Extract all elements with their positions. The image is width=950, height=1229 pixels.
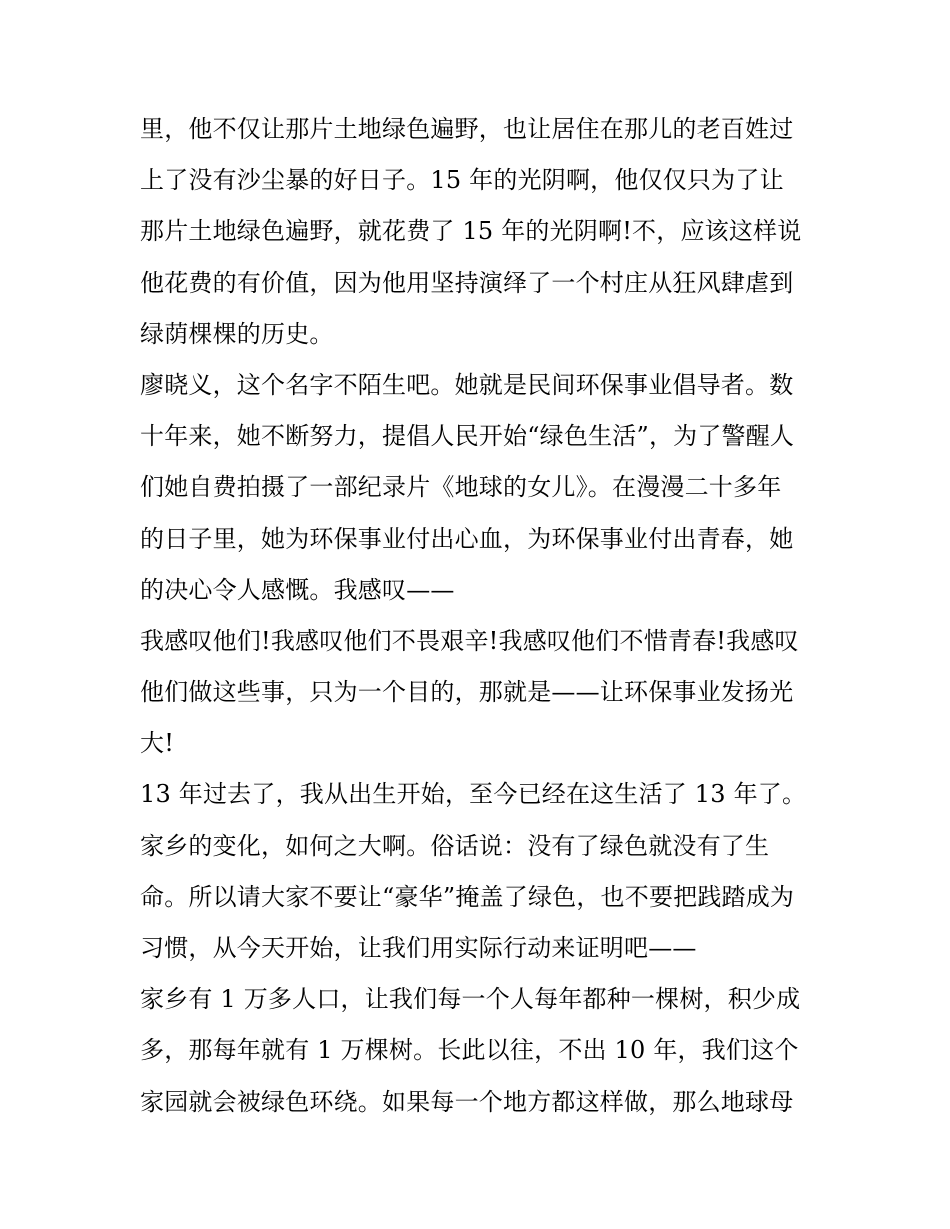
- essay-text: [140, 104, 820, 1128]
- text-line: 我感叹他们!我感叹他们不畏艰辛!我感叹他们不惜青春!我感叹: [140, 626, 799, 655]
- text-line: 大!: [140, 729, 175, 758]
- text-line: 绿荫棵棵的历史。: [140, 319, 334, 348]
- text-line: 多，那每年就有 1 万棵树。长此以往，不出 10 年，我们这个: [140, 1036, 799, 1065]
- text-line: 习惯，从今天开始，让我们用实际行动来证明吧——: [140, 934, 697, 962]
- text-line: 十年来，她不断努力，提倡人民开始“绿色生活”，为了警醒人: [140, 422, 795, 451]
- text-line: 命。所以请大家不要让“豪华”掩盖了绿色，也不要把践踏成为: [140, 882, 795, 911]
- text-line: 上了没有沙尘暴的好日子。15 年的光阴啊，他仅仅只为了让: [140, 166, 784, 195]
- text-line: 家乡有 1 万多人口，让我们每一个人每年都种一棵树，积少成: [140, 985, 801, 1014]
- text-line: 的决心令人感慨。我感叹——: [140, 575, 455, 604]
- text-line: 家园就会被绿色环绕。如果每一个地方都这样做，那么地球母: [140, 1087, 794, 1116]
- text-line: 他花费的有价值，因为他用坚持演绎了一个村庄从狂风肆虐到: [140, 268, 794, 297]
- text-line: 的日子里，她为环保事业付出心血，为环保事业付出青春，她: [140, 524, 794, 553]
- text-line: 里，他不仅让那片土地绿色遍野，也让居住在那儿的老百姓过: [140, 115, 794, 143]
- text-line: 们她自费拍摄了一部纪录片《地球的女儿》。在漫漫二十多年: [140, 473, 782, 502]
- text-line: 廖晓义，这个名字不陌生吧。她就是民间环保事业倡导者。数: [140, 370, 794, 399]
- text-line: 13 年过去了，我从出生开始，至今已经在这生活了 13 年了。: [140, 780, 807, 809]
- text-line: 他们做这些事，只为一个目的，那就是——让环保事业发扬光: [140, 678, 794, 707]
- text-line: 那片土地绿色遍野，就花费了 15 年的光阴啊!不，应该这样说: [140, 217, 802, 246]
- text-line: 家乡的变化，如何之大啊。俗话说：没有了绿色就没有了生: [140, 831, 770, 860]
